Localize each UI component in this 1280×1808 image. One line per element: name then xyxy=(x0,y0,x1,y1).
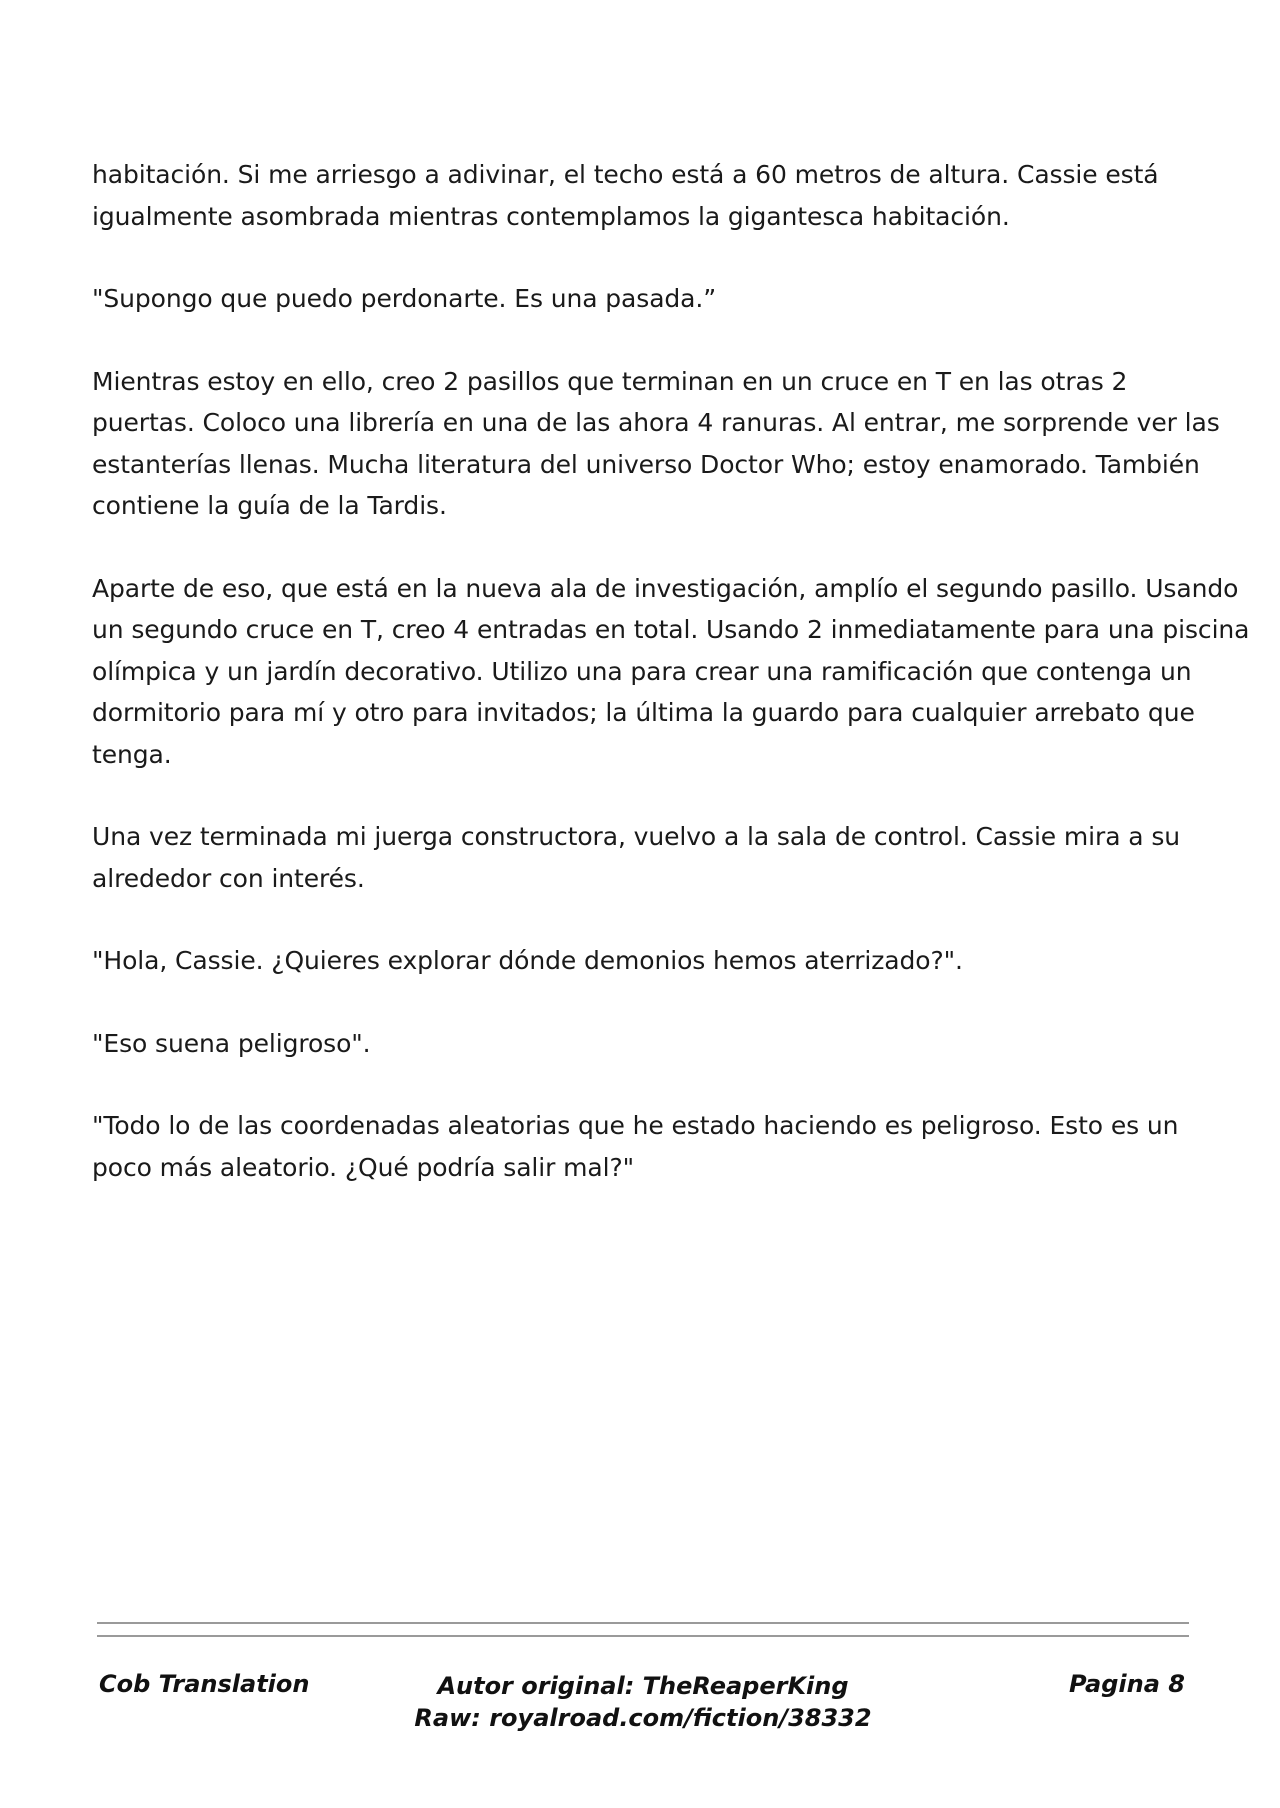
text-line: "Supongo que puedo perdonarte. Es una pasada.” xyxy=(92,284,717,313)
paragraph xyxy=(92,278,1192,320)
paragraph xyxy=(92,940,1192,982)
text-line: "Eso suena peligroso". xyxy=(92,1028,371,1058)
footer-source: Raw: royalroad.com/fiction/38332 xyxy=(414,1704,872,1732)
text-line: alrededor con interés. xyxy=(92,863,365,893)
paragraph xyxy=(92,361,1220,527)
paragraph xyxy=(92,816,1192,899)
paragraph xyxy=(92,1105,1192,1188)
footer-author: Autor original: TheReaperKing xyxy=(437,1672,849,1700)
text-line: contiene la guía de la Tardis. xyxy=(92,491,447,520)
page-footer xyxy=(97,1664,1189,1744)
text-line: puertas. Coloco una librería en una de las ahora 4 ranuras. Al entrar, me sorprende ver las xyxy=(92,408,1220,437)
text-line: tenga. xyxy=(92,739,172,769)
footer-translator: Cob Translation xyxy=(99,1670,310,1698)
footer-credits xyxy=(97,1670,1189,1734)
text-line: "Todo lo de las coordenadas aleatorias que he estado haciendo es peligroso. Esto es un xyxy=(92,1111,1179,1140)
text-line: Mientras estoy en ello, creo 2 pasillos que terminan en un cruce en T en las otras 2 xyxy=(92,366,1128,396)
footer-page-number: Pagina 8 xyxy=(1069,1670,1185,1698)
footer-rule-bottom xyxy=(97,1635,1189,1637)
text-line: poco más aleatorio. ¿Qué podría salir mal?" xyxy=(92,1152,635,1182)
paragraph xyxy=(92,154,1192,237)
text-line: "Hola, Cassie. ¿Quieres explorar dónde demonios hemos aterrizado?". xyxy=(92,946,963,975)
text-line: un segundo cruce en T, creo 4 entradas en total. Usando 2 inmediatamente para una piscina xyxy=(92,615,1250,644)
text-line: Aparte de eso, que está en la nueva ala de investigación, amplío el segundo pasillo. Usando xyxy=(92,573,1239,603)
footer-rule-top xyxy=(97,1622,1189,1624)
text-line: habitación. Si me arriesgo a adivinar, el techo está a 60 metros de altura. Cassie está xyxy=(92,160,1159,189)
footer-divider xyxy=(97,1622,1189,1648)
paragraph xyxy=(92,1023,1192,1065)
body-text xyxy=(92,154,1250,1229)
paragraph xyxy=(92,568,1250,776)
text-line: igualmente asombrada mientras contemplamos la gigantesca habitación. xyxy=(92,201,1010,231)
text-line: Una vez terminada mi juerga constructora, vuelvo a la sala de control. Cassie mira a su xyxy=(92,822,1181,851)
text-line: dormitorio para mí y otro para invitados; la última la guardo para cualquier arrebato que xyxy=(92,698,1195,727)
text-line: olímpica y un jardín decorativo. Utilizo una para crear una ramificación que contenga un xyxy=(92,656,1192,686)
text-line: estanterías llenas. Mucha literatura del universo Doctor Who; estoy enamorado. También xyxy=(92,449,1200,479)
